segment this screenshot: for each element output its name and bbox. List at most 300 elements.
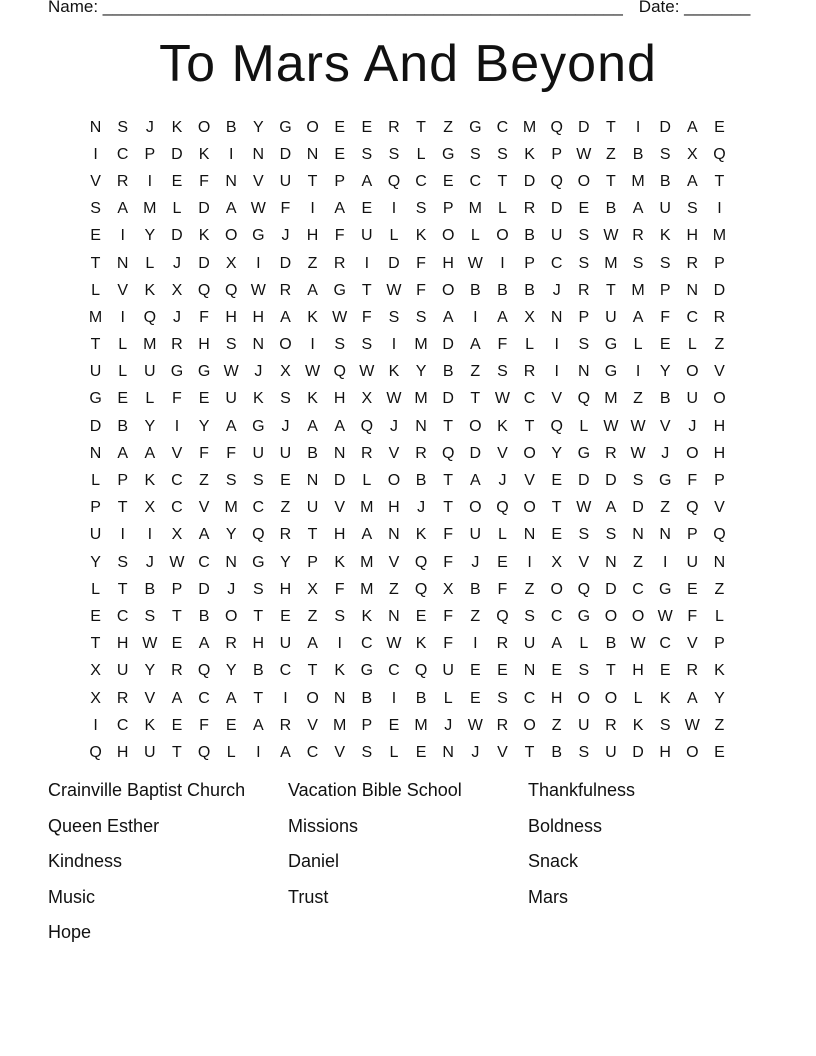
grid-letter: J [417,499,426,517]
grid-letter: M [360,553,374,571]
grid-letter: K [307,308,318,326]
grid-letter: J [281,417,290,435]
grid-letter: J [552,281,561,299]
grid-letter: Z [307,254,318,272]
grid-letter: B [252,662,264,680]
grid-letter: F [443,607,454,625]
grid-letter: W [386,281,402,299]
grid-letter: V [388,553,400,571]
grid-letter: J [444,716,453,734]
grid-letter: W [359,363,375,381]
grid-letter: K [252,390,264,408]
grid-letter: Q [89,743,102,761]
grid-letter: O [306,118,319,136]
grid-letter: L [118,363,128,381]
grid-letter: L [579,635,589,653]
grid-letter: E [551,472,563,490]
grid-letter: W [332,308,348,326]
grid-letter: S [469,145,481,163]
grid-row [82,168,733,195]
grid-letter: K [714,662,725,680]
grid-letter: N [306,472,319,490]
grid-letter: M [631,281,645,299]
grid-letter: M [333,716,347,734]
grid-letter: Q [333,363,346,381]
grid-letter: H [306,227,319,245]
grid-letter: M [522,118,537,136]
grid-letter: U [144,363,156,381]
grid-letter: Q [197,743,211,761]
grid-letter: R [686,662,699,680]
grid-letter: G [441,145,455,163]
grid-letter: C [632,580,644,598]
grid-letter: B [605,635,617,653]
grid-letter: B [415,689,427,707]
grid-letter: A [307,635,318,653]
grid-letter: O [469,417,482,435]
grid-letter: S [117,118,129,136]
grid-letter: X [442,580,454,598]
grid-letter: U [686,390,699,408]
grid-row [82,522,733,549]
grid-letter: K [659,689,671,707]
grid-letter: N [89,118,102,136]
grid-letter: I [174,417,180,435]
grid-letter: O [604,689,618,707]
grid-letter: B [117,417,129,435]
grid-letter: I [391,336,397,354]
grid-letter: A [280,308,291,326]
grid-letter: P [686,526,698,544]
grid-letter: E [551,526,563,544]
grid-letter: W [684,716,700,734]
grid-letter: A [605,499,617,517]
grid-letter: K [334,553,346,571]
grid-letter: T [443,472,454,490]
grid-letter: F [443,553,454,571]
grid-letter: A [117,444,129,462]
grid-row [82,196,733,223]
grid-letter: F [334,580,345,598]
grid-letter: L [687,336,697,354]
grid-letter: S [632,254,644,272]
grid-letter: S [225,472,237,490]
grid-letter: V [334,499,346,517]
grid-letter: E [117,390,129,408]
grid-letter: Y [198,417,210,435]
grid-letter: Q [224,281,238,299]
grid-letter: L [362,472,372,490]
grid-letter: P [714,635,725,653]
grid-letter: S [252,580,264,598]
grid-letter: L [172,200,182,218]
grid-letter: U [252,444,265,462]
grid-letter: N [578,363,590,381]
grid-letter: B [415,472,427,490]
grid-letter: V [334,743,346,761]
grid-letter: T [606,281,616,299]
grid-letter: F [199,444,209,462]
grid-letter: R [279,526,292,544]
grid-letter: I [147,526,153,544]
grid-letter: Y [144,417,156,435]
grid-letter: J [281,227,290,245]
grid-letter: I [120,227,125,245]
grid-letter: E [280,472,291,490]
grid-letter: C [116,716,129,734]
word-list [48,778,788,945]
word-list-item: Vacation Bible School [288,780,462,800]
grid-letter: X [361,390,373,408]
grid-letter: O [306,689,319,707]
grid-letter: G [89,390,102,408]
grid-letter: U [89,363,102,381]
grid-letter: T [90,254,101,272]
grid-letter: X [171,526,183,544]
grid-letter: F [280,200,291,218]
grid-letter: E [90,607,101,625]
grid-letter: J [227,580,236,598]
grid-letter: T [90,635,101,653]
grid-letter: P [659,281,671,299]
grid-row [82,576,733,603]
grid-letter: T [714,172,725,190]
grid-letter: I [473,635,478,653]
grid-row [82,141,733,168]
grid-letter: E [361,200,373,218]
grid-letter: V [388,444,400,462]
grid-letter: E [415,743,427,761]
grid-letter: H [116,635,129,653]
grid-letter: I [717,200,722,218]
grid-letter: K [415,227,427,245]
grid-letter: U [550,227,563,245]
grid-letter: U [469,526,482,544]
grid-row [82,631,733,658]
grid-letter: H [333,526,346,544]
grid-letter: V [551,390,563,408]
grid-letter: A [334,417,346,435]
grid-letter: Q [387,172,401,190]
grid-letter: Q [577,390,591,408]
word-list-item: Kindness [48,851,123,872]
grid-letter: R [605,716,617,734]
word-list-item: Trust [288,886,329,907]
grid-letter: K [388,363,400,381]
grid-letter: H [225,308,237,326]
grid-letter: E [171,716,183,734]
word-list-item: Crainville Baptist Church [48,780,246,800]
grid-letter: N [632,526,644,544]
grid-letter: F [497,580,508,598]
grid-letter: I [147,172,153,190]
grid-letter: E [714,743,725,761]
grid-letter: U [659,200,671,218]
grid-letter: V [497,743,508,761]
grid-letter: I [256,743,261,761]
grid-letter: K [497,417,508,435]
grid-letter: H [550,689,563,707]
grid-letter: L [389,227,399,245]
grid-letter: N [225,172,237,190]
grid-letter: S [497,363,508,381]
grid-letter: A [442,308,454,326]
grid-letter: F [199,308,209,326]
grid-letter: C [523,390,536,408]
grid-letter: O [686,444,699,462]
grid-letter: Q [197,281,211,299]
grid-row [82,304,733,331]
grid-letter: N [225,553,237,571]
grid-letter: F [497,336,508,354]
grid-letter: D [198,580,210,598]
grid-letter: B [659,390,671,408]
grid-letter: E [334,145,346,163]
grid-letter: W [657,607,673,625]
date-field-label: Date: _______ [638,0,751,16]
grid-letter: O [686,363,699,381]
grid-letter: A [497,308,508,326]
grid-letter: U [686,553,699,571]
grid-letter: A [171,689,183,707]
grid-letter: I [473,308,478,326]
grid-letter: L [443,689,453,707]
grid-letter: H [198,336,210,354]
grid-letter: S [632,472,644,490]
grid-letter: I [635,363,641,381]
grid-letter: L [470,227,480,245]
grid-letter: A [551,635,563,653]
grid-letter: P [551,145,563,163]
grid-letter: Z [714,716,725,734]
grid-letter: D [388,254,400,272]
grid-letter: A [686,172,698,190]
grid-letter: G [604,336,618,354]
grid-letter: O [577,689,591,707]
grid-letter: F [443,526,454,544]
grid-letter: N [388,607,400,625]
grid-letter: X [524,308,535,326]
grid-letter: E [90,227,101,245]
grid-letter: U [225,390,237,408]
grid-letter: E [659,662,671,680]
grid-letter: Q [713,526,726,544]
grid-letter: B [198,607,210,625]
grid-letter: D [659,118,671,136]
grid-letter: R [632,227,644,245]
grid-letter: W [169,553,185,571]
grid-letter: M [414,716,428,734]
grid-letter: G [469,118,482,136]
grid-letter: R [116,689,129,707]
grid-letter: E [469,662,481,680]
grid-letter: M [224,499,238,517]
grid-letter: C [550,254,563,272]
grid-letter: U [578,716,590,734]
grid-letter: Q [550,172,563,190]
grid-letter: M [143,336,157,354]
grid-letter: Q [550,417,563,435]
grid-letter: A [361,526,373,544]
grid-letter: L [579,417,589,435]
grid-letter: L [497,526,507,544]
grid-letter: S [388,308,400,326]
grid-letter: S [334,607,346,625]
grid-letter: B [469,580,481,598]
grid-letter: Y [144,227,156,245]
grid-letter: P [361,716,373,734]
grid-letter: S [605,526,617,544]
grid-row [82,386,733,413]
grid-letter: I [391,200,397,218]
grid-letter: W [494,390,510,408]
grid-letter: R [496,635,509,653]
grid-letter: D [171,145,183,163]
grid-letter: F [172,390,182,408]
grid-letter: L [91,281,101,299]
grid-letter: R [713,308,726,326]
grid-letter: D [89,417,102,435]
grid-letter: L [145,254,155,272]
grid-letter: N [415,417,427,435]
grid-letter: D [523,172,536,190]
grid-letter: I [228,145,234,163]
grid-letter: E [686,580,698,598]
grid-letter: I [527,553,532,571]
grid-letter: T [606,662,616,680]
grid-letter: J [471,553,480,571]
grid-letter: O [550,580,563,598]
grid-letter: B [524,281,535,299]
grid-letter: Q [577,580,591,598]
word-list-item: Thankfulness [528,780,636,800]
grid-letter: N [89,444,102,462]
grid-row [82,739,733,766]
grid-letter: U [116,662,129,680]
grid-letter: E [497,662,508,680]
grid-letter: S [225,336,237,354]
grid-letter: S [497,145,508,163]
grid-letter: W [142,635,158,653]
grid-letter: E [714,118,725,136]
grid-letter: P [524,254,535,272]
grid-letter: H [713,444,726,462]
grid-letter: T [470,390,481,408]
grid-letter: E [171,635,183,653]
grid-letter: B [225,118,237,136]
grid-letter: V [252,172,264,190]
grid-letter: Q [713,145,726,163]
grid-letter: K [307,390,318,408]
grid-letter: O [224,227,238,245]
grid-letter: R [116,172,129,190]
grid-letter: N [442,743,454,761]
grid-letter: C [496,118,509,136]
grid-letter: H [442,254,454,272]
grid-letter: F [416,281,426,299]
grid-letter: A [686,118,698,136]
grid-letter: S [578,662,590,680]
word-list-item: Queen Esther [48,815,160,836]
grid-letter: A [307,417,318,435]
grid-letter: A [198,635,210,653]
grid-letter: A [632,200,644,218]
grid-letter: D [605,472,617,490]
grid-letter: I [635,118,641,136]
grid-letter: B [659,172,671,190]
grid-letter: P [714,472,725,490]
grid-letter: S [388,145,400,163]
grid-letter: A [632,308,644,326]
grid-letter: G [197,363,211,381]
grid-letter: S [361,743,373,761]
grid-letter: V [686,635,698,653]
grid-letter: A [307,281,318,299]
grid-letter: Q [414,580,428,598]
grid-letter: Y [659,363,671,381]
grid-letter: T [443,499,454,517]
grid-letter: Z [443,118,454,136]
grid-letter: C [171,472,183,490]
grid-letter: M [631,172,645,190]
grid-letter: K [659,227,671,245]
word-list-item: Mars [528,886,568,907]
grid-letter: F [443,635,454,653]
grid-letter: V [90,172,101,190]
grid-letter: C [550,607,563,625]
grid-letter: K [334,662,346,680]
grid-letter: Z [470,363,481,381]
grid-letter: H [252,308,265,326]
grid-letter: I [93,716,98,734]
grid-row [82,359,733,386]
grid-letter: X [90,662,101,680]
grid-letter: Z [280,499,291,517]
grid-letter: I [391,689,397,707]
grid-letter: A [198,526,210,544]
grid-letter: K [144,472,156,490]
grid-letter: Y [551,444,563,462]
grid-letter: O [686,743,699,761]
grid-letter: S [497,689,508,707]
grid-letter: E [388,716,400,734]
grid-letter: I [500,254,505,272]
grid-letter: R [361,444,373,462]
grid-letter: O [523,716,536,734]
grid-letter: F [687,472,698,490]
grid-letter: R [578,281,590,299]
grid-letter: A [225,417,237,435]
grid-letter: B [551,743,563,761]
grid-letter: C [198,689,210,707]
grid-letter: S [144,607,156,625]
grid-letter: U [605,743,617,761]
grid-letter: H [659,743,671,761]
grid-letter: Z [307,607,318,625]
grid-row [82,549,733,576]
name-field-label: Name: _______________________________________________________ [48,0,623,16]
grid-letter: U [306,499,319,517]
grid-letter: V [659,417,671,435]
grid-letter: T [606,172,616,190]
grid-letter: Q [414,553,428,571]
grid-letter: G [360,662,374,680]
grid-letter: V [497,444,508,462]
grid-letter: S [578,227,590,245]
grid-letter: T [606,118,616,136]
grid-letter: V [117,281,129,299]
grid-letter: E [334,118,346,136]
